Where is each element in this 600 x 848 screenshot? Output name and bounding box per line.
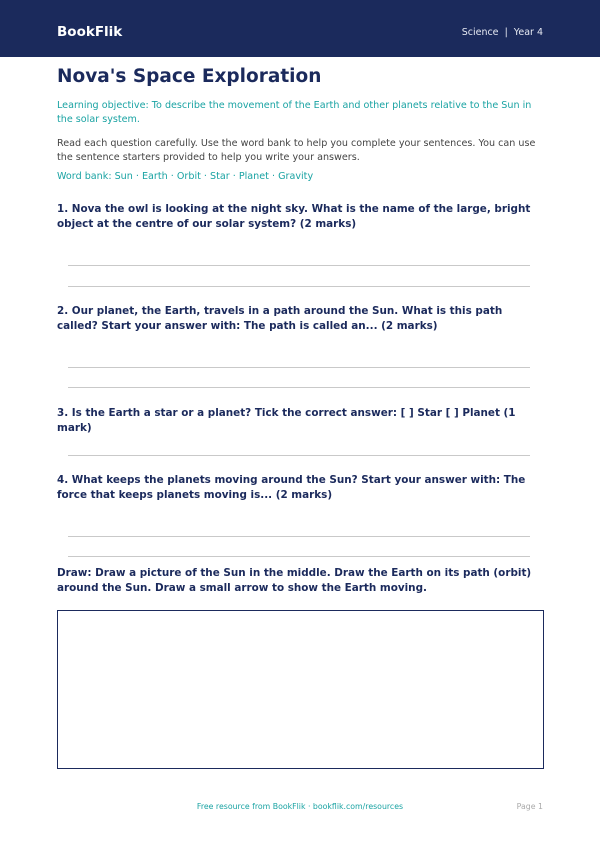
draw-task: Draw: Draw a picture of the Sun in the middle. Draw the Earth on its path (orbit) around the Sun. Draw a small arrow to show the Earth moving. — [57, 567, 532, 594]
word-bank: Word bank: Sun · Earth · Orbit · Star · Planet · Gravity — [57, 171, 314, 182]
instructions: Read each question carefully. Use the word bank to help you complete your sentences. You can use the sentence starters provided to help you write your answers. — [57, 138, 536, 163]
page-title: Nova's Space Exploration — [57, 66, 322, 87]
drawing-box[interactable] — [57, 610, 544, 769]
answer-line[interactable] — [68, 455, 530, 456]
question-3: 3. Is the Earth a star or a planet? Tick the correct answer: [ ] Star [ ] Planet (1 mark) — [57, 407, 516, 434]
subject-year: Science | Year 4 — [461, 27, 543, 38]
answer-line[interactable] — [68, 556, 530, 557]
footer-credit: Free resource from BookFlik · bookflik.com/resources — [196, 802, 404, 811]
question-4: 4. What keeps the planets moving around the Sun? Start your answer with: The force that keeps planets moving is... (2 marks) — [57, 474, 526, 501]
answer-line[interactable] — [68, 286, 530, 287]
answer-line[interactable] — [68, 367, 530, 368]
header-bar — [0, 0, 600, 57]
page-number: Page 1 — [516, 802, 543, 811]
question-1: 1. Nova the owl is looking at the night sky. What is the name of the large, bright object at the centre of our solar system? (2 marks) — [57, 203, 531, 230]
question-2: 2. Our planet, the Earth, travels in a path around the Sun. What is this path called? Start your answer with: The path is called an... (2 marks) — [57, 305, 503, 332]
brand-logo: BookFlik — [57, 24, 123, 40]
answer-line[interactable] — [68, 387, 530, 388]
answer-line[interactable] — [68, 536, 530, 537]
answer-line[interactable] — [68, 265, 530, 266]
learning-objective: Learning objective: To describe the movement of the Earth and other planets relative to the Sun in the solar system. — [57, 100, 532, 125]
